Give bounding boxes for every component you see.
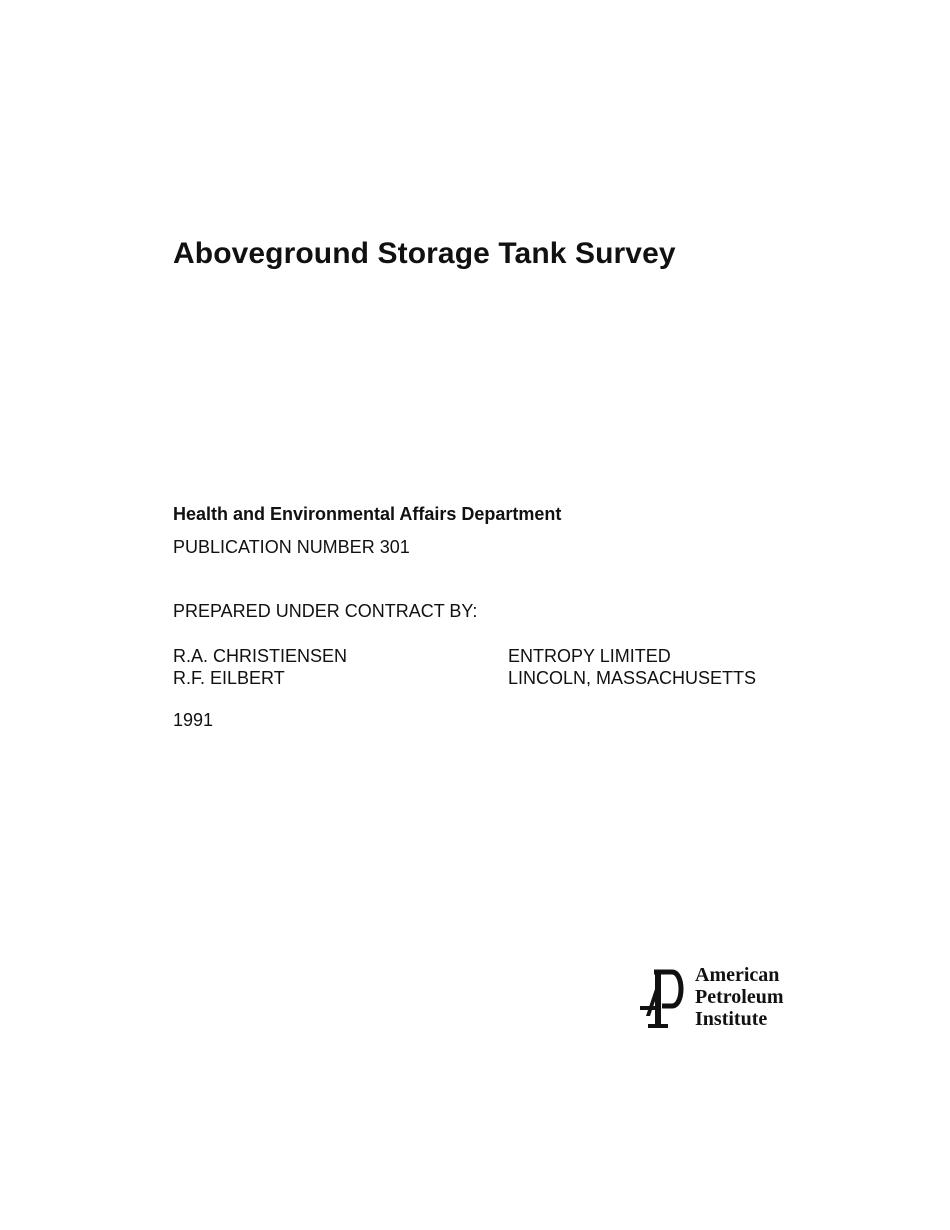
author-name: R.A. CHRISTIENSEN <box>173 646 348 666</box>
publication-number: PUBLICATION NUMBER 301 <box>173 537 410 557</box>
document-title: Aboveground Storage Tank Survey <box>173 237 676 270</box>
logo-line: American <box>695 964 780 986</box>
department-name: Health and Environmental Affairs Department <box>173 504 562 524</box>
organization-block <box>508 645 756 689</box>
author-name: R.F. EILBERT <box>173 668 285 688</box>
api-logo-wordmark <box>695 964 784 1030</box>
api-logo-icon <box>636 966 684 1032</box>
publication-year: 1991 <box>173 710 214 730</box>
prepared-by-label: PREPARED UNDER CONTRACT BY: <box>173 601 478 621</box>
authors-block <box>173 645 347 689</box>
api-logo <box>636 964 806 1036</box>
organization-name: ENTROPY LIMITED <box>508 646 671 666</box>
organization-location: LINCOLN, MASSACHUSETTS <box>508 668 757 688</box>
logo-line: Institute <box>695 1008 768 1030</box>
logo-line: Petroleum <box>695 986 784 1008</box>
